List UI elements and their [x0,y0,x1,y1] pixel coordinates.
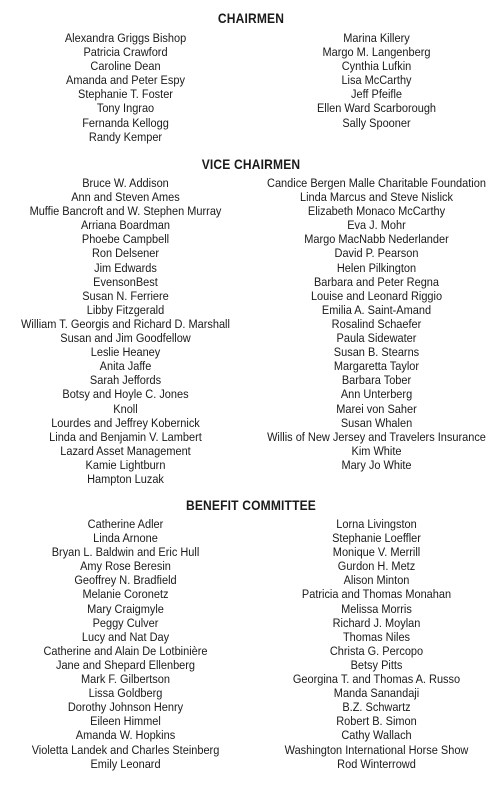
member-name: Amanda W. Hopkins [75,728,176,743]
member-name: Catherine Adler [87,517,164,531]
member-name: Amy Rose Beresin [80,559,171,574]
member-name: Botsy and Hoyle C. Jones [62,387,189,402]
member-name: Libby Fitzgerald [86,302,165,317]
member-name: Lazard Asset Management [60,443,191,458]
member-name: Margaretta Taylor [333,359,420,374]
member-name: Ellen Ward Scarborough [316,101,437,116]
member-name: Anita Jaffe [99,359,152,374]
vice-chairmen-left-column [0,176,251,486]
member-name: Dorothy Johnson Henry [67,700,184,715]
member-name: Stephanie T. Foster [78,87,173,102]
member-name: Melanie Coronetz [82,587,169,602]
member-name: Mary Craigmyle [87,601,164,616]
member-name: Kamie Lightburn [85,457,166,472]
member-name: Lorna Livingston [336,517,417,531]
member-name: Mark F. Gilbertson [80,672,170,687]
member-name: EvensonBest [93,274,158,289]
benefit-committee-right-column [251,517,502,771]
member-name: Elizabeth Monaco McCarthy [307,204,446,219]
member-name: Lisa McCarthy [341,73,412,88]
member-name: Gurdon H. Metz [337,559,416,574]
vice-chairmen-heading: VICE CHAIRMEN [201,156,301,172]
member-name: Willis of New Jersey and Travelers Insurance [267,429,486,444]
member-name: Georgina T. and Thomas A. Russo [292,672,461,687]
member-name: Cynthia Lufkin [341,59,412,74]
member-name: Jeff Pfeifle [350,87,403,102]
member-name: Susan N. Ferriere [82,288,169,303]
member-name: Monique V. Merrill [332,545,421,560]
member-name: Alison Minton [343,573,410,588]
benefit-committee-left-column [0,517,251,771]
member-name: Marina Killery [343,31,410,45]
member-name: Alexandra Griggs Bishop [64,31,187,45]
member-name: Barbara and Peter Regna [313,274,440,289]
member-name: Robert B. Simon [336,714,417,729]
member-name: Ann and Steven Ames [71,190,180,205]
member-name: Stephanie Loeffler [332,531,421,546]
member-name: Bruce W. Addison [82,176,169,190]
member-name: Linda and Benjamin V. Lambert [49,429,202,444]
member-name: Eva J. Mohr [347,218,406,233]
member-name: Margo MacNabb Nederlander [304,232,449,247]
member-name: Lourdes and Jeffrey Kobernick [51,415,200,430]
member-name: Betsy Pitts [350,657,403,672]
member-name: Linda Marcus and Steve Nislick [299,190,454,205]
member-name: Richard J. Moylan [332,615,421,630]
member-name: David P. Pearson [334,246,419,261]
member-name: Susan and Jim Goodfellow [60,331,191,346]
member-name: Lissa Goldberg [88,686,163,701]
member-name: Jane and Shepard Ellenberg [55,657,196,672]
chairmen-heading: CHAIRMEN [217,10,285,26]
member-name: Christa G. Percopo [329,643,424,658]
member-name: Manda Sanandaji [333,686,420,701]
member-name: Patricia and Thomas Monahan [301,587,452,602]
member-name: Jim Edwards [94,260,157,275]
member-name: William T. Georgis and Richard D. Marshall [21,316,230,331]
vice-chairmen-right-column [251,176,502,472]
member-name: Ann Unterberg [340,387,413,402]
member-name: Helen Pilkington [336,260,417,275]
chairmen-right-column [251,31,502,130]
member-name: Hampton Luzak [87,471,164,486]
member-name: Knoll [113,401,138,416]
member-name: Melissa Morris [341,601,412,616]
member-name: Cathy Wallach [341,728,412,743]
chairmen-left-column [0,31,251,144]
member-name: Mary Jo White [341,457,412,472]
member-name: Muffie Bancroft and W. Stephen Murray [29,204,222,219]
member-name: Lucy and Nat Day [81,629,170,644]
member-name: Emilia A. Saint-Amand [321,302,432,317]
member-name: Randy Kemper [88,129,163,144]
member-name: Susan Whalen [340,415,413,430]
member-name: Eileen Himmel [90,714,161,729]
member-name: Sally Spooner [342,115,411,130]
benefit-committee-heading: BENEFIT COMMITTEE [185,497,317,513]
member-name: B.Z. Schwartz [342,700,411,715]
member-name: Linda Arnone [93,531,158,546]
member-name: Tony Ingrao [96,101,155,116]
member-name: Phoebe Campbell [81,232,170,247]
member-name: Leslie Heaney [90,345,161,360]
member-name: Rosalind Schaefer [331,316,422,331]
member-name: Susan B. Stearns [333,345,420,360]
member-name: Louise and Leonard Riggio [310,288,443,303]
member-name: Patricia Crawford [83,45,168,60]
member-name: Barbara Tober [341,373,412,388]
member-name: Candice Bergen Malle Charitable Foundation [267,176,486,190]
member-name: Geoffrey N. Bradfield [74,573,177,588]
member-name: Bryan L. Baldwin and Eric Hull [51,545,200,560]
member-name: Sarah Jeffords [89,373,162,388]
member-name: Fernanda Kellogg [82,115,169,130]
member-name: Thomas Niles [342,629,411,644]
member-name: Ron Delsener [91,246,160,261]
member-name: Emily Leonard [90,756,161,771]
member-name: Caroline Dean [90,59,161,74]
member-name: Marei von Saher [336,401,417,416]
member-name: Violetta Landek and Charles Steinberg [31,742,220,757]
member-name: Margo M. Langenberg [322,45,431,60]
member-name: Kim White [351,443,402,458]
member-name: Catherine and Alain De Lotbinière [43,643,208,658]
member-name: Rod Winterrowd [337,756,416,771]
member-name: Peggy Culver [92,615,159,630]
member-name: Paula Sidewater [336,331,417,346]
member-name: Amanda and Peter Espy [66,73,185,88]
member-name: Washington International Horse Show [284,742,469,757]
member-name: Arriana Boardman [80,218,171,233]
